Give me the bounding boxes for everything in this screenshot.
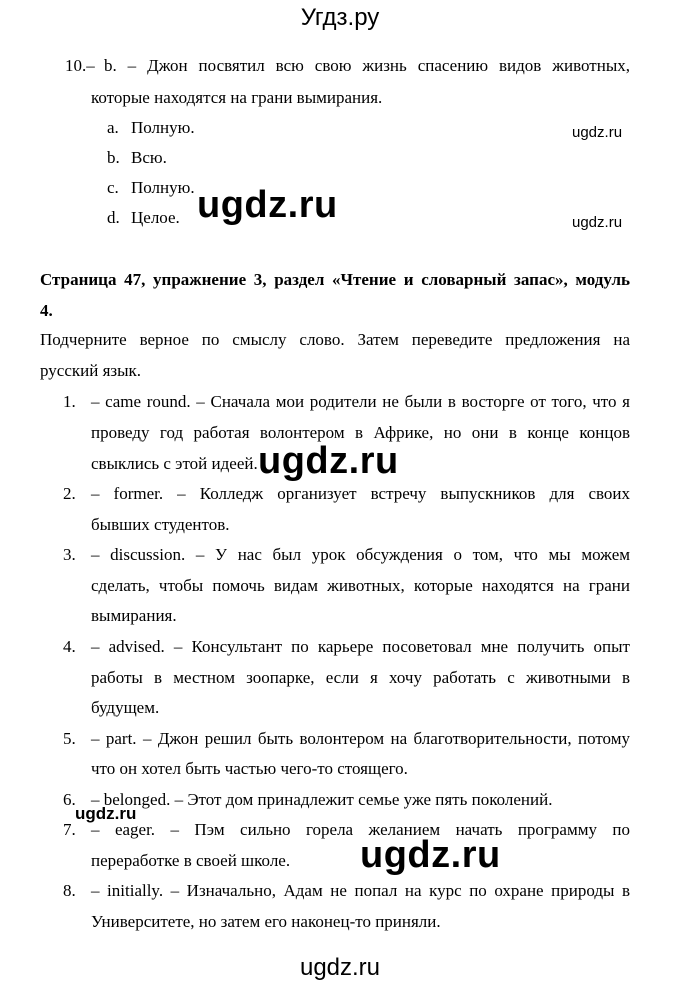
item-7-line-2: переработке в своей школе. bbox=[91, 851, 291, 870]
item-4-line-2: работы в местном зоопарке, если я хочу работать с животными в bbox=[91, 668, 630, 687]
item-3-number: 3. bbox=[63, 545, 76, 564]
item-6-line-1: – belonged. – Этот дом принадлежит семье уже пять поколений. bbox=[91, 790, 553, 809]
item-10-line-1: b. – Джон посвятил всю свою жизнь спасению видов животных, bbox=[104, 56, 630, 75]
item-2-line-1: – former. – Колледж организует встречу выпускников для своих bbox=[91, 484, 630, 503]
item-5-number: 5. bbox=[63, 729, 76, 748]
site-header: Угдз.ру bbox=[300, 4, 380, 31]
watermark-small-2: ugdz.ru bbox=[572, 214, 623, 231]
item-1-number: 1. bbox=[63, 392, 76, 411]
item-5-line-1: – part. – Джон решил быть волонтером на благотворительности, потому bbox=[91, 729, 630, 748]
option-a-letter: a. bbox=[107, 118, 119, 137]
item-1-line-2: проведу год работая волонтером в Африке, но они в конце концов bbox=[91, 423, 630, 442]
item-10-line-2: которые находятся на грани вымирания. bbox=[91, 88, 383, 107]
item-8-line-2: Университете, но затем его наконец-то приняли. bbox=[91, 912, 441, 931]
watermark-small-3: ugdz.ru bbox=[75, 804, 137, 823]
item-8-line-1: – initially. – Изначально, Адам не попал на курс по охране природы в bbox=[91, 881, 630, 900]
option-d-letter: d. bbox=[107, 208, 120, 227]
section-title-line-2: 4. bbox=[40, 301, 53, 320]
option-a-text: Полную. bbox=[131, 118, 195, 137]
item-4-line-1: – advised. – Консультант по карьере посоветовал мне получить опыт bbox=[91, 637, 630, 656]
section-title-line-1: Страница 47, упражнение 3, раздел «Чтение и словарный запас», модуль bbox=[40, 270, 630, 289]
instruction-line-1: Подчерните верное по смыслу слово. Затем переведите предложения на bbox=[40, 330, 630, 349]
item-7-number: 7. bbox=[63, 820, 76, 839]
item-3-line-1: – discussion. – У нас был урок обсуждения о том, что мы можем bbox=[91, 545, 630, 564]
item-7-line-1: – eager. – Пэм сильно горела желанием начать программу по bbox=[91, 820, 630, 839]
item-2-number: 2. bbox=[63, 484, 76, 503]
item-5-line-2: что он хотел быть частью чего-то стоящего. bbox=[91, 759, 408, 778]
item-1-line-3: свыклись с этой идеей. bbox=[91, 454, 258, 473]
item-8-number: 8. bbox=[63, 881, 76, 900]
item-6-number: 6. bbox=[63, 790, 76, 809]
item-1-line-1: – came round. – Сначала мои родители не были в восторге от того, что я bbox=[91, 392, 630, 411]
watermark-small-1: ugdz.ru bbox=[572, 124, 623, 141]
option-b-text: Всю. bbox=[131, 148, 167, 167]
site-footer: ugdz.ru bbox=[299, 954, 381, 981]
watermark-big-3: ugdz.ru bbox=[360, 834, 501, 876]
instruction-line-2: русский язык. bbox=[40, 361, 142, 380]
item-3-line-3: вымирания. bbox=[91, 606, 177, 625]
option-c-letter: c. bbox=[107, 178, 119, 197]
item-3-line-2: сделать, чтобы помочь видам животных, которые находятся на грани bbox=[91, 576, 630, 595]
item-2-line-2: бывших студентов. bbox=[91, 515, 230, 534]
option-b-letter: b. bbox=[107, 148, 120, 167]
watermark-big-1: ugdz.ru bbox=[197, 184, 338, 226]
option-d-text: Целое. bbox=[131, 208, 180, 227]
option-c-text: Полную. bbox=[131, 178, 195, 197]
item-4-number: 4. bbox=[63, 637, 76, 656]
item-10-number: 10.– bbox=[65, 56, 95, 75]
item-4-line-3: будущем. bbox=[91, 698, 160, 717]
watermark-big-2: ugdz.ru bbox=[258, 440, 399, 482]
